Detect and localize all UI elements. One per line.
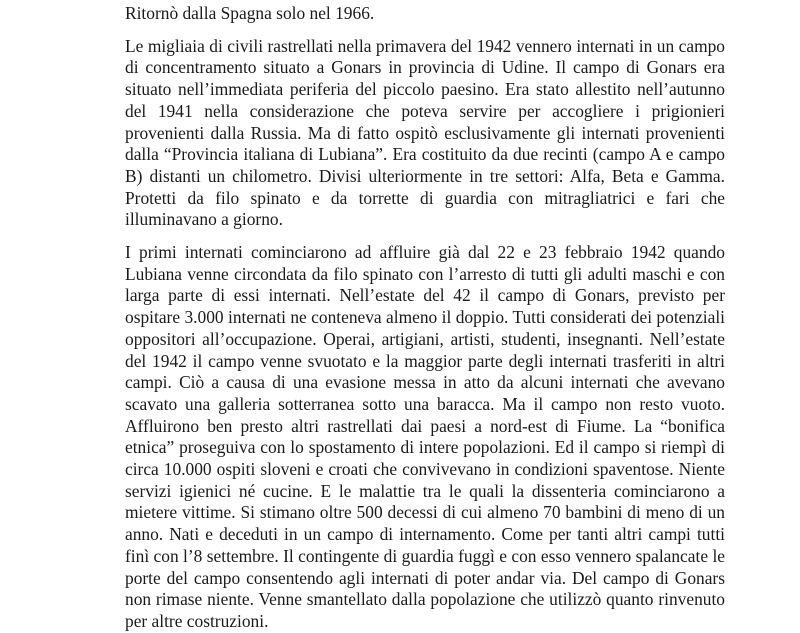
paragraph-first-internees: I primi internati cominciarono ad affluire già dal 22 e 23 febbraio 1942 quando Lubiana venne circondata da filo spinato con l’arresto di tutti gli adulti maschi e con larga parte di essi internati. Nell’estate del 42 il campo di Gonars, previsto per ospitare 3.000 internati ne conteneva almeno il doppio. Tutti considerati dei potenziali oppositori all’occupazione. Operai, artigiani, artisti, studenti, insegnanti. Nell’estate del 1942 il campo venne svuotato e la maggior parte degli internati trasferiti in altri campi. Ciò a causa di una evasione messa in atto da alcuni internati che avevano scavato una galleria sotterranea sotto una baracca. Ma il campo non resto vuoto. Affluirono ben presto altri rastrellati dai paesi a nord-est di Fiume. La “bonifica etnica” proseguiva con lo spostamento di intere popolazioni. Ed il campo si riempì di circa 10.000 ospiti sloveni e croati che convivevano in condizioni spaventose. Niente servizi igienici né cucine. E le malattie tra le quali la dissenteria cominciarono a mietere vittime. Si stimano oltre 500 decessi di cui almeno 70 bambini di meno di un anno. Nati e deceduti in un campo di internamento. Come per tanti altri campi tutti finì con l’8 settembre. Il contingente di guardia fuggì e con esso vennero spalancate le porte del campo consentendo agli internati di poter andar via. Del campo di Gonars non rimase niente. Venne smantellato dalla popolazione che utilizzò quanto rinvenuto per altre costruzioni.: [125, 242, 725, 631]
paragraph-return-from-spain: Ritornò dalla Spagna solo nel 1966.: [125, 3, 375, 23]
document-page: [125, 0, 725, 633]
paragraph-gonars-camp: Le migliaia di civili rastrellati nella primavera del 1942 vennero internati in un campo di concentramento situato a Gonars in provincia di Udine. Il campo di Gonars era situato nell’immediata periferia del piccolo paesino. Era stato allestito nell’autunno del 1941 nella considerazione che poteva servire per accogliere i prigionieri provenienti dalla Russia. Ma di fatto ospitò esclusivamente gli internati provenienti dalla “Provincia italiana di Lubiana”. Era costituito da due recinti (campo A e campo B) distanti un chilometro. Divisi ulteriormente in tre settori: Alfa, Beta e Gamma. Protetti da filo spinato e da torrette di guardia con mitragliatrici e fari che illuminavano a giorno.: [125, 35, 725, 230]
